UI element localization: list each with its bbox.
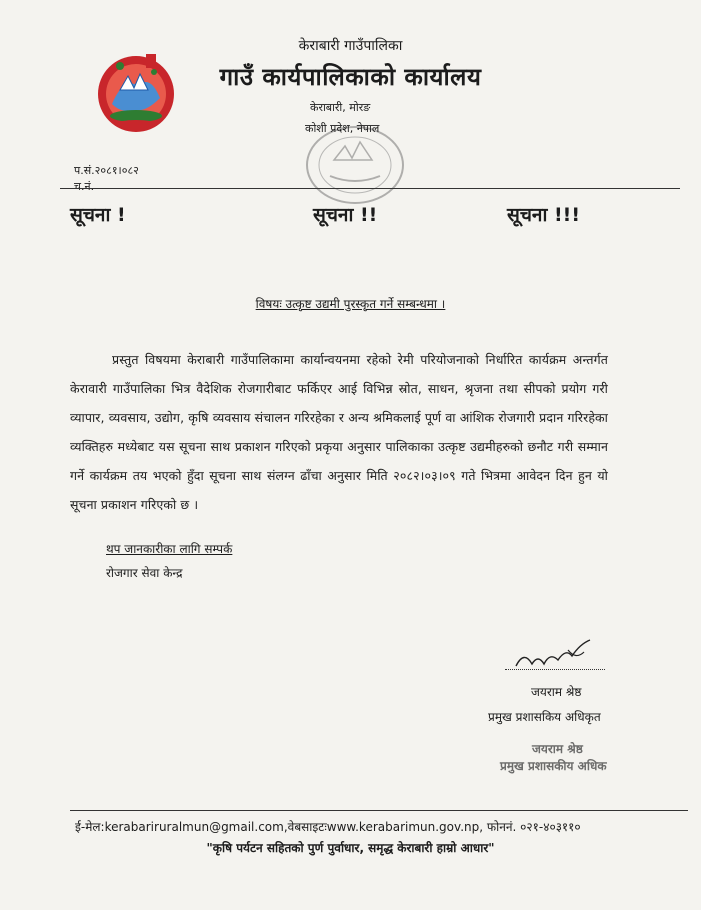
- notice-body: प्रस्तुत विषयमा केराबारी गाउँपालिकामा कार्यान्वयनमा रहेको रेमी परियोजनाको निर्धारित कार्यक्रम अन्तर्गत केरावारी गाउँपालिका भित्र वैदेशिक रोजगारीबाट फर्किएर आई विभिन्न स्रोत, साधन, श्रृजना तथा सीपको प्रयोग गरी व्यापार, व्यवसाय, उद्योग, कृषि व्यवसाय संचालन गरिरहेका र अन्य श्रमिकलाई पूर्ण वा आंशिक रोजगारी प्रदान गरिरहेका व्यक्तिहरु मध्येबाट यस सूचना साथ प्रकाशन गरिएको प्रकृया अनुसार पालिकाका उत्कृष्ट उद्यमीहरुको छनौट गरी सम्मान गर्ने कार्यक्रम तय भएको हुँदा सूचना साथ संलग्न ढाँचा अनुसार मिति २०८२।०३।०९ गते भित्रमा आवेदन दिन हुन यो सूचना प्रकाशन गरिएको छ ।: [70, 352, 608, 512]
- contact-heading: थप जानकारीका लागि सम्पर्क: [106, 542, 233, 556]
- title-stamp: प्रमुख प्रशासकीय अधिक: [500, 759, 607, 773]
- signatory-name: जयराम श्रेष्ठ: [531, 685, 582, 699]
- address-line-1: केराबारी, मोरङ: [310, 101, 371, 114]
- notice-heading-1: सूचना !: [70, 204, 126, 226]
- office-title: गाउँ कार्यपालिकाको कार्यालय: [219, 63, 482, 91]
- dispatch-number: च.नं.: [74, 180, 95, 193]
- signature-line: [505, 669, 605, 670]
- header-divider: [60, 188, 680, 189]
- name-stamp: जयराम श्रेष्ठ: [532, 742, 583, 756]
- contact-office: रोजगार सेवा केन्द्र: [106, 566, 183, 580]
- municipality-name: केराबारी गाउँपालिका: [298, 38, 403, 54]
- footer-divider: [70, 810, 688, 811]
- signatory-title: प्रमुख प्रशासकिय अधिकृत: [488, 710, 601, 724]
- signature: [510, 630, 600, 678]
- reference-block: [74, 163, 139, 195]
- footer-slogan: "कृषि पर्यटन सहितको पुर्ण पुर्वाधार, समृद्ध केराबारी हाम्रो आधार": [206, 841, 495, 855]
- footer-contact-info: ई-मेल:kerabariruralmun@gmail.com,वेबसाइटःwww.kerabarimun.gov.np, फोननं. ०२१-४०३११०: [75, 820, 581, 834]
- address-line-2: कोशी प्रदेश, नेपाल: [305, 122, 380, 135]
- notice-heading-2: सूचना !!: [313, 204, 378, 226]
- notice-heading-3: सूचना !!!: [507, 204, 580, 226]
- letter-number: प.सं.२०८१।०८२: [74, 164, 139, 177]
- subject-line: विषयः उत्कृष्ट उद्यमी पुरस्कृत गर्ने सम्बन्धमा ।: [255, 297, 446, 311]
